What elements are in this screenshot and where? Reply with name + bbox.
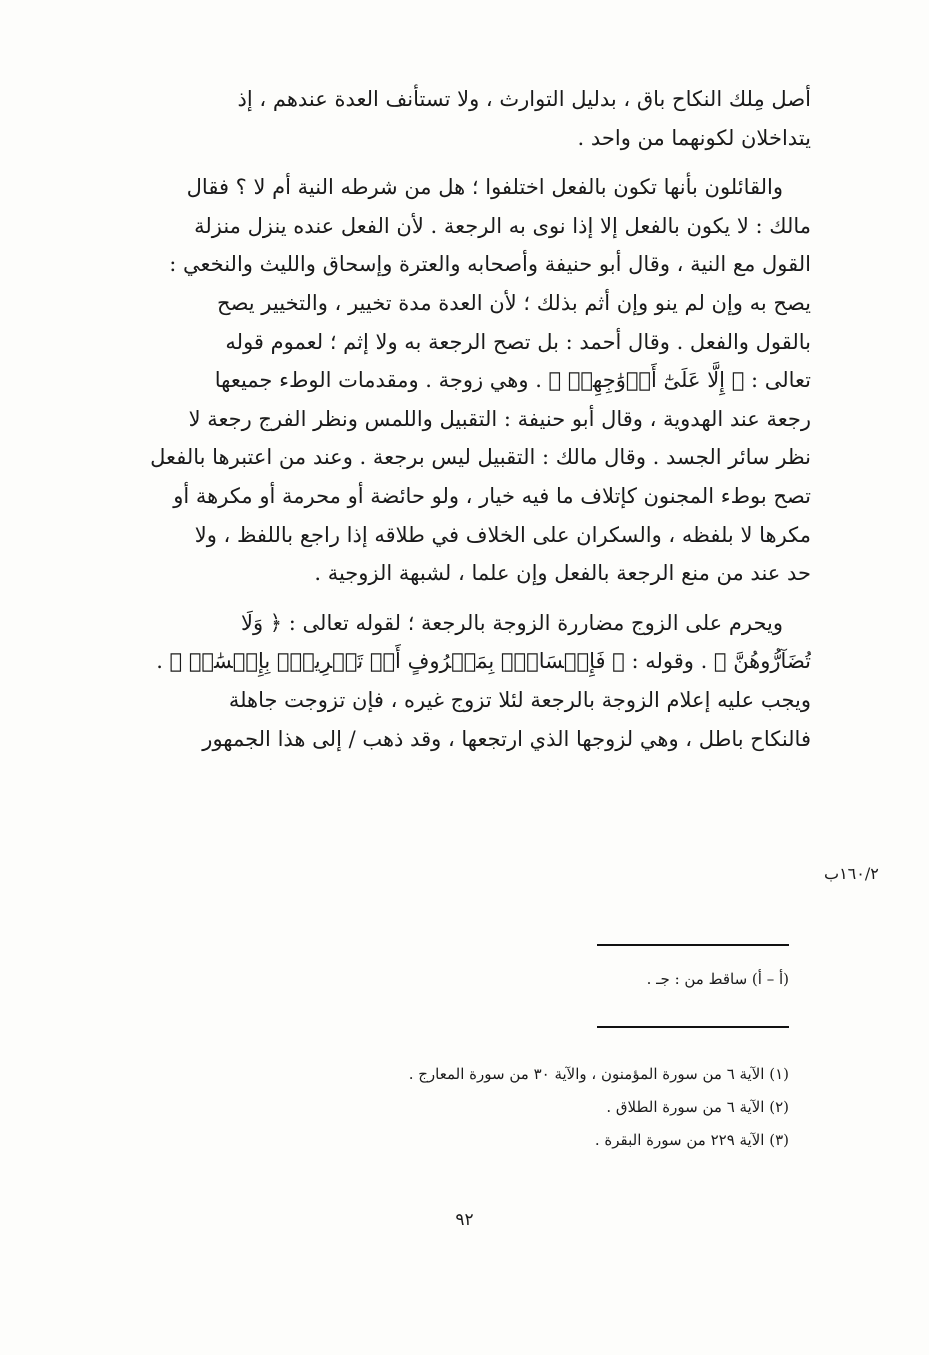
text-line: نظر سائر الجسد . وقال مالك : التقبيل ليس برجعة . وعند من اعتبرها بالفعل xyxy=(150,445,811,470)
variant-note: (أ – أ) ساقط من : جـ . xyxy=(646,970,789,988)
text-line: حد عند من منع الرجعة بالفعل وإن علما ، لشبهة الزوجية . xyxy=(314,561,811,586)
text-line: يتداخلان لكونهما من واحد . xyxy=(577,125,811,150)
paragraph-1 xyxy=(135,80,811,157)
paragraph-2 xyxy=(135,168,811,593)
text-line: رجعة عند الهدوية ، وقال أبو حنيفة : التقبيل واللمس ونظر الفرج رجعة لا xyxy=(188,406,811,431)
footnote-divider xyxy=(597,944,789,946)
text-line: يصح به وإن لم ينو وإن أثم بذلك ؛ لأن العدة مدة تخيير ، والتخيير يصح xyxy=(217,290,811,315)
text-line: القول مع النية ، وقال أبو حنيفة وأصحابه والعترة وإسحاق والليث والنخعي : xyxy=(169,252,811,277)
text-line: فالنكاح باطل ، وهي لزوجها الذي ارتجعها ، وقد ذهب / إلى هذا الجمهور xyxy=(202,726,811,751)
text-line: مكرها لا بلفظه ، والسكران على الخلاف في طلاقه إذا راجع باللفظ ، ولا xyxy=(194,522,811,547)
page-number: ٩٢ xyxy=(455,1210,474,1230)
footnote-divider xyxy=(597,1026,789,1028)
paragraph-3 xyxy=(135,604,811,758)
footnote: (٢) الآية ٦ من سورة الطلاق . xyxy=(606,1098,789,1116)
text-line: ويجب عليه إعلام الزوجة بالرجعة لئلا تزوج غيره ، فإن تزوجت جاهلة xyxy=(228,687,811,712)
text-line: أصل مِلك النكاح باق ، بدليل التوارث ، ولا تستأنف العدة عندهم ، إذ xyxy=(237,87,811,111)
text-line: تعالى : ﴿ إِلَّا عَلَىٰٓ أَزۡوَٰجِهِمۡ ﴾ . وهي زوجة . ومقدمات الوطء جميعها xyxy=(214,368,811,393)
footnote: (١) الآية ٦ من سورة المؤمنون ، والآية ٣٠ من سورة المعارج . xyxy=(408,1065,789,1083)
text-line: تُضَآرُّوهُنَّ ﴾ . وقوله : ﴿ فَإِمۡسَاكُۢ بِمَعۡرُوفٍ أَوۡ تَسۡرِيحُۢ بِإِحۡسَٰنٖ ﴾ . xyxy=(156,649,811,674)
text-line: تصح بوطء المجنون كإتلاف ما فيه خيار ، ولو حائضة أو محرمة أو مكرهة أو xyxy=(173,483,811,508)
text-line: مالك : لا يكون بالفعل إلا إذا نوى به الرجعة . لأن الفعل عنده ينزل منزلة xyxy=(194,213,811,238)
main-text xyxy=(135,80,811,769)
margin-folio-reference: ١٦٠/٢ب xyxy=(824,864,879,883)
footnotes xyxy=(409,1058,789,1157)
text-line: بالقول والفعل . وقال أحمد : بل تصح الرجعة به ولا إثم ؛ لعموم قوله xyxy=(225,329,811,354)
footnote: (٣) الآية ٢٢٩ من سورة البقرة . xyxy=(594,1131,789,1149)
text-line: ويحرم على الزوج مضاررة الزوجة بالرجعة ؛ لقوله تعالى : ﴿ وَلَا xyxy=(241,610,783,635)
text-line: والقائلون بأنها تكون بالفعل اختلفوا ؛ هل من شرطه النية أم لا ؟ فقال xyxy=(186,175,783,200)
